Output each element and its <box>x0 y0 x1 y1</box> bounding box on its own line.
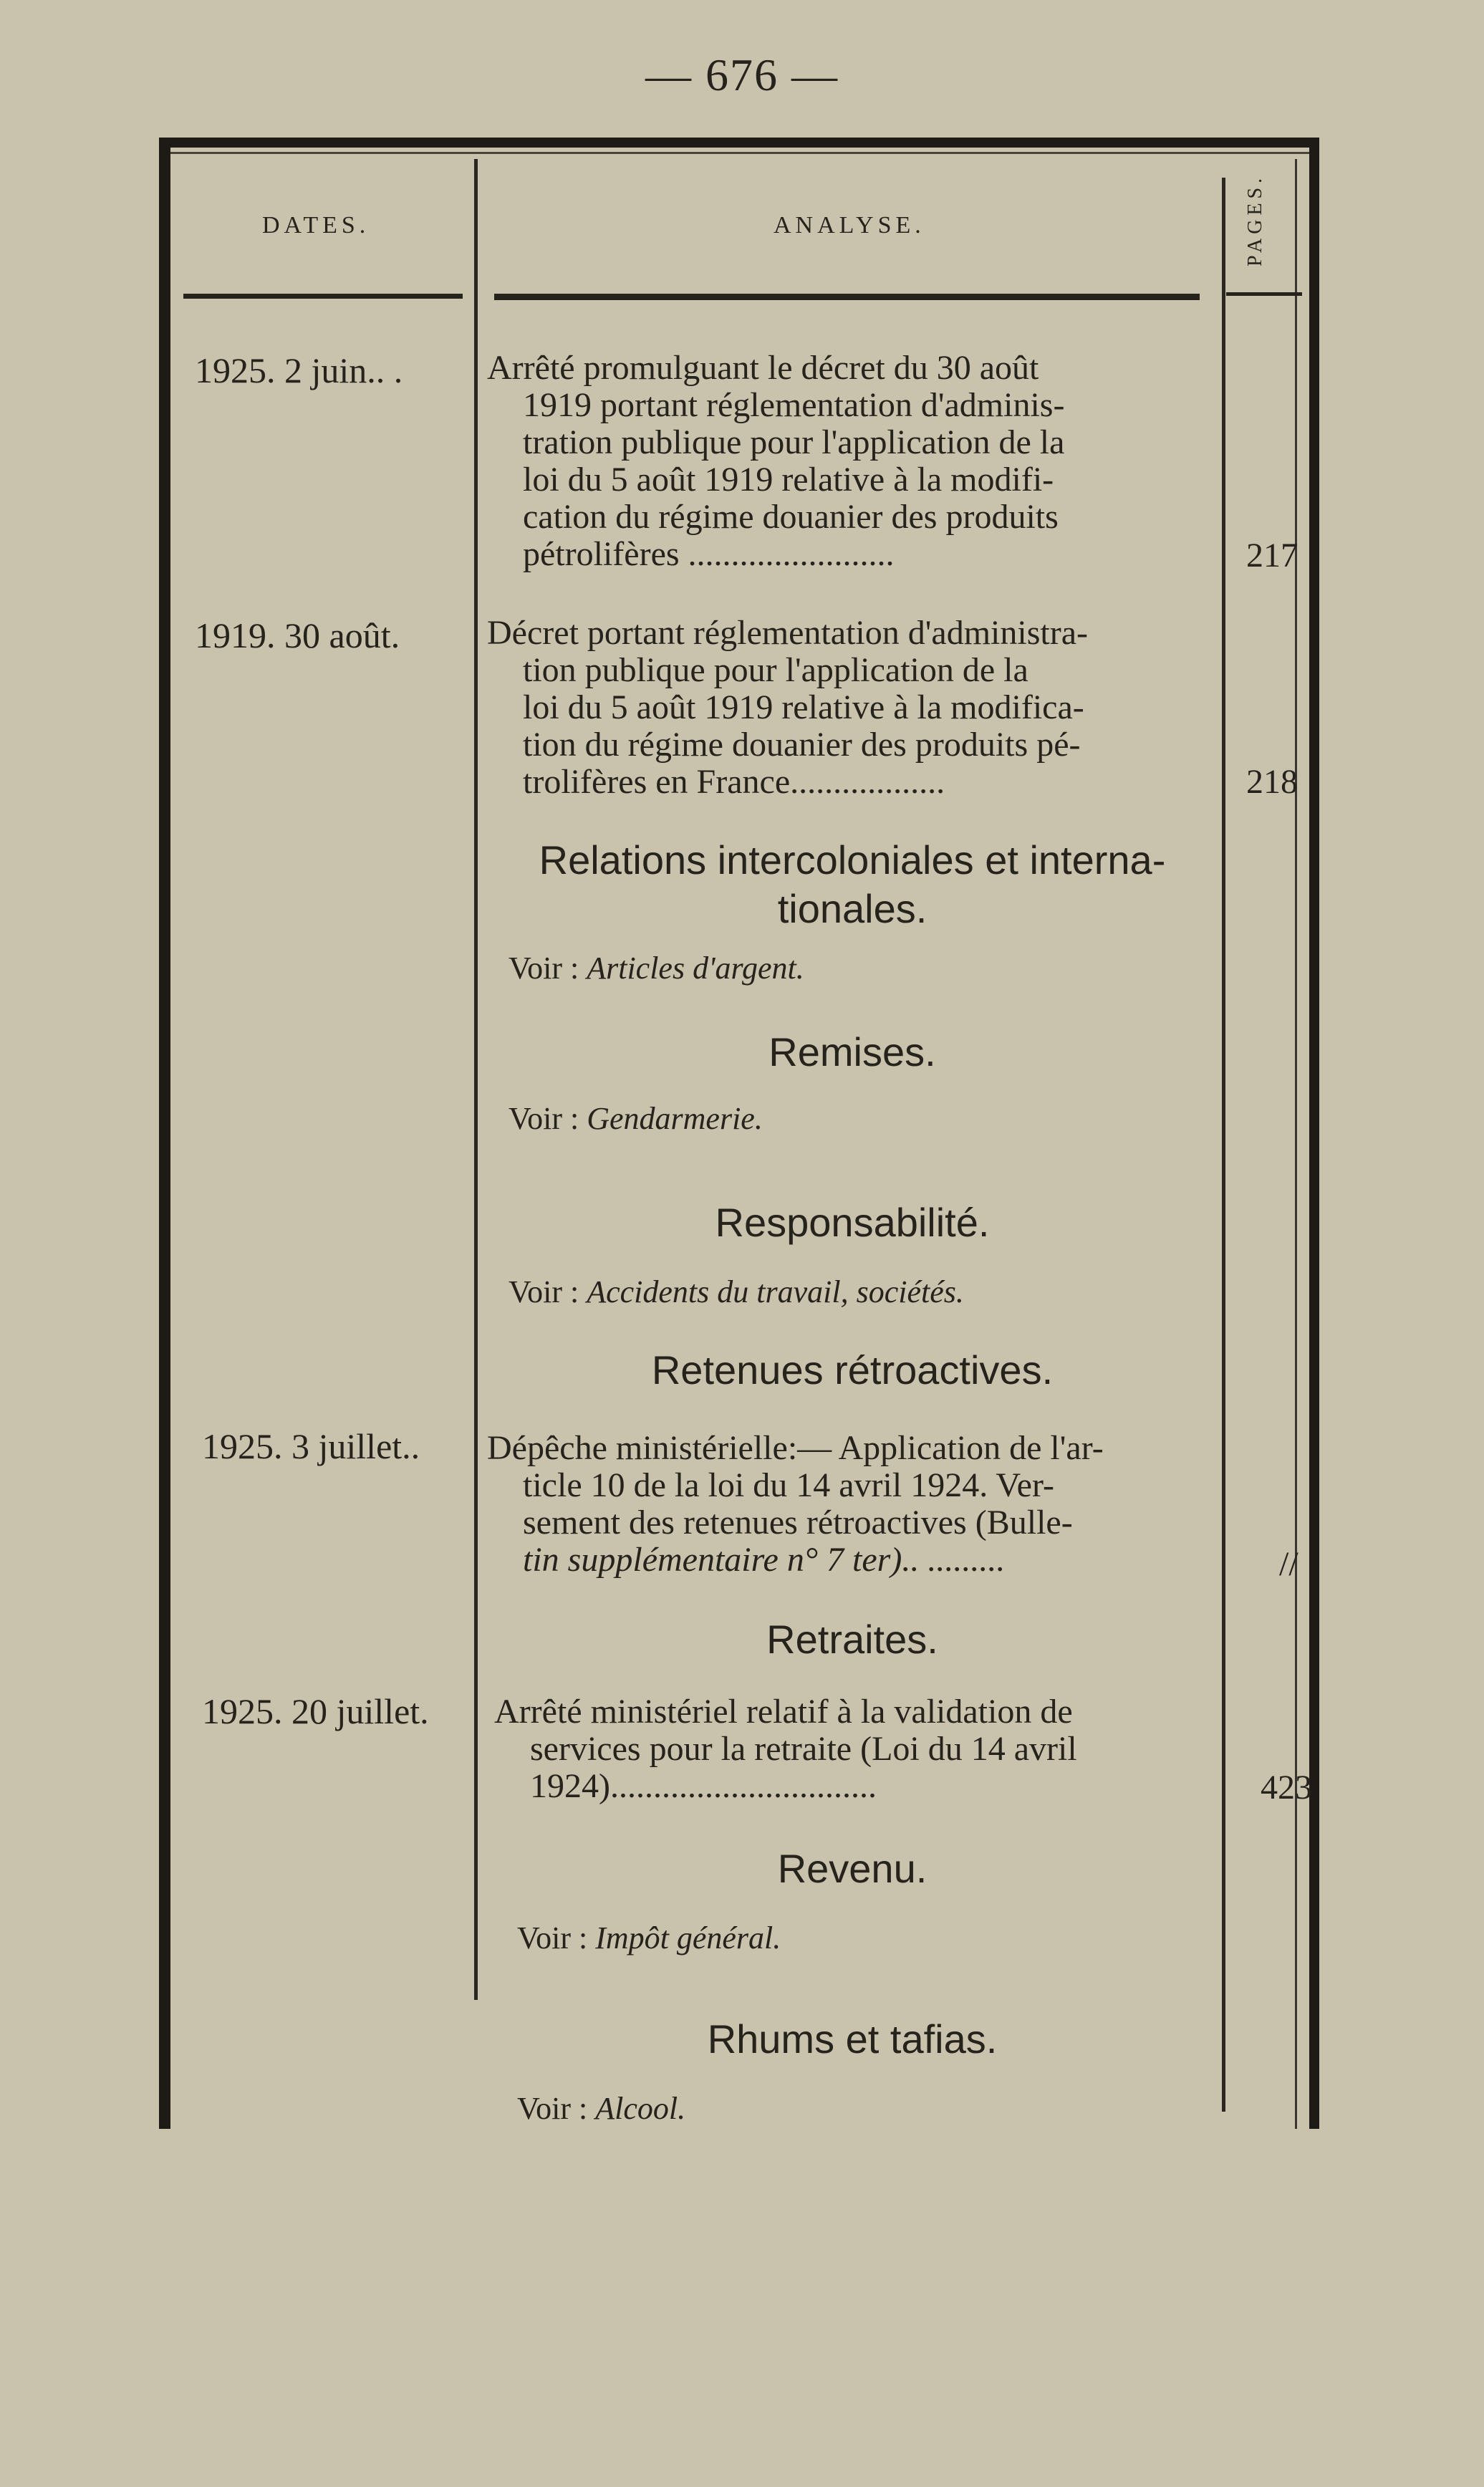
dates-header: DATES. <box>262 212 370 239</box>
entry-line: tration publique pour l'application de la <box>523 424 1065 461</box>
entry-line: Décret portant réglementation d'administra- <box>487 615 1088 652</box>
see-also <box>509 1274 964 1310</box>
entry-line: sement des retenues rétroactives (Bulle- <box>523 1504 1073 1541</box>
entry-line: Arrêté promulguant le décret du 30 août <box>487 350 1039 387</box>
section-title-continued: tionales. <box>777 886 928 931</box>
page-reference: 423 <box>1261 1769 1312 1807</box>
pages-column-rule <box>1295 159 1297 2129</box>
section-title: Rhums et tafias. <box>707 2016 998 2062</box>
entry-line: loi du 5 août 1919 relative à la modifica- <box>523 689 1084 726</box>
section-title: Retenues rétroactives. <box>651 1347 1054 1392</box>
pages-header: PAGES. <box>1244 173 1266 266</box>
entry-line: 1924)............................... <box>530 1768 877 1805</box>
dates-header-rule <box>183 294 463 299</box>
see-also <box>517 2090 685 2127</box>
analyse-header: ANALYSE. <box>774 212 925 239</box>
analyse-column-rule <box>1222 178 1225 2112</box>
frame-left-rule <box>159 138 170 2129</box>
section-title: Remises. <box>768 1029 936 1074</box>
page-reference: 217 <box>1246 537 1298 574</box>
see-also-label: Voir : <box>517 1920 588 1956</box>
entry-line: trolifères en France.................. <box>523 764 945 801</box>
page-reference: 218 <box>1246 763 1298 801</box>
pages-header-rule <box>1226 292 1302 296</box>
entry-line: loi du 5 août 1919 relative à la modifi- <box>523 461 1054 499</box>
entry-date: 1925. 2 juin.. . <box>195 350 403 390</box>
see-also-label: Voir : <box>509 951 579 986</box>
entry-text <box>487 1430 1203 1579</box>
see-also <box>509 950 804 986</box>
entry-date: 1925. 3 juillet.. <box>202 1426 420 1466</box>
frame-top-rule-inner <box>165 152 1315 154</box>
entry-text <box>487 350 1203 573</box>
section-title: Responsabilité. <box>715 1200 990 1245</box>
frame-right-rule <box>1309 138 1319 2129</box>
section-title: Revenu. <box>777 1846 928 1891</box>
see-also-label: Voir : <box>509 1274 579 1309</box>
entry-date: 1919. 30 août. <box>195 615 400 655</box>
see-also-reference: Accidents du travail, sociétés. <box>587 1274 964 1309</box>
see-also-reference: Impôt général. <box>595 1920 781 1956</box>
entry-text <box>487 615 1203 801</box>
entry-text <box>494 1693 1210 1805</box>
page-number: — 676 — <box>645 49 839 100</box>
entry-line: cation du régime douanier des produits <box>523 499 1059 536</box>
entry-line: pétrolifères ........................ <box>523 536 895 573</box>
entry-line: services pour la retraite (Loi du 14 avril <box>530 1731 1077 1768</box>
entry-line: Dépêche ministérielle:— Application de l'ar- <box>487 1430 1104 1467</box>
section-title: Retraites. <box>766 1617 938 1662</box>
entry-line: tion du régime douanier des produits pé- <box>523 726 1081 764</box>
page-reference: // <box>1279 1545 1298 1583</box>
see-also <box>509 1100 763 1137</box>
entry-line: 1919 portant réglementation d'adminis- <box>523 387 1065 424</box>
entry-date: 1925. 20 juillet. <box>202 1691 429 1731</box>
see-also-reference: Articles d'argent. <box>587 951 804 986</box>
section-title: Relations intercoloniales et interna- <box>539 837 1166 882</box>
analyse-header-rule <box>494 294 1200 300</box>
see-also <box>517 1920 781 1956</box>
see-also-reference: Alcool. <box>595 2091 686 2126</box>
see-also-label: Voir : <box>517 2091 588 2126</box>
entry-line: Arrêté ministériel relatif à la validation de <box>494 1693 1073 1731</box>
dates-column-rule <box>474 159 478 2000</box>
entry-line: ticle 10 de la loi du 14 avril 1924. Ver- <box>523 1467 1054 1504</box>
entry-line: tin supplémentaire n° 7 ter).. ......... <box>523 1541 1006 1579</box>
frame-top-rule <box>159 138 1319 148</box>
see-also-reference: Gendarmerie. <box>587 1101 763 1136</box>
see-also-label: Voir : <box>509 1101 579 1136</box>
entry-line: tion publique pour l'application de la <box>523 652 1028 689</box>
